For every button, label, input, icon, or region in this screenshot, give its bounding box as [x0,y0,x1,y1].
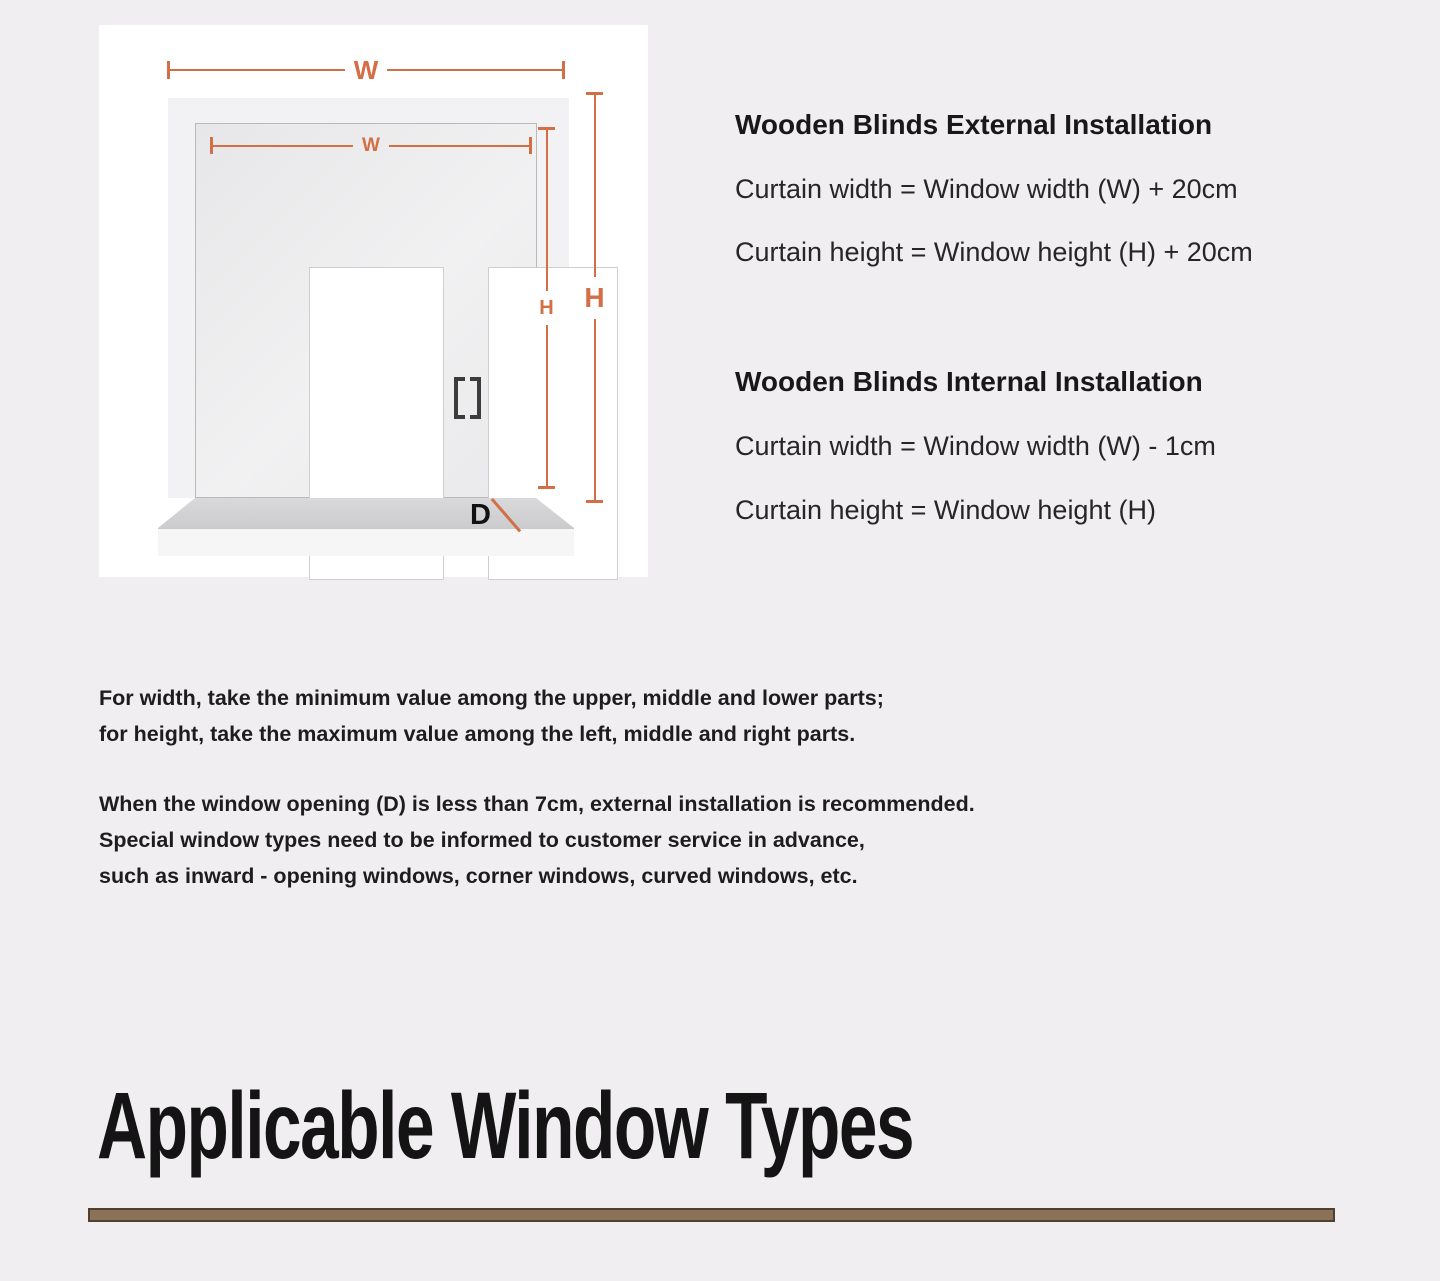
section-heading: Applicable Window Types [97,1073,914,1179]
dim-tick [586,500,603,503]
dimension-line-width-inner [210,137,532,154]
height-inner-label: H [539,297,554,319]
measurement-note [99,680,1059,752]
dim-tick [538,486,555,489]
installation-warning-note [99,786,1059,894]
dimension-line-height-outer [586,92,603,503]
dim-segment [594,95,596,277]
internal-height-formula: Curtain height = Window height (H) [735,495,1156,525]
width-outer-label: W [353,55,379,85]
width-inner-label: W [362,135,380,156]
external-width-formula: Curtain width = Window width (W) + 20cm [735,174,1238,204]
depth-label: D [470,499,491,531]
dim-segment [594,319,596,501]
dim-segment [170,69,345,71]
handle-left-bracket [454,377,465,419]
height-outer-label: H [584,281,605,313]
dimension-line-height-inner [538,127,555,489]
warning-note-line: Special window types need to be informed to customer service in advance, [99,828,865,852]
measurement-note-line: for height, take the maximum value among the left, middle and right parts. [99,722,856,746]
dim-segment [389,145,529,147]
window-handle-icon [454,377,481,419]
window-frame [195,123,537,498]
dim-segment [213,145,353,147]
dim-segment [387,69,562,71]
measurement-note-line: For width, take the minimum value among the upper, middle and lower parts; [99,686,884,710]
external-installation-title: Wooden Blinds External Installation [735,109,1213,140]
warning-note-line: When the window opening (D) is less than 7cm, external installation is recommended. [99,792,975,816]
window-diagram-card [99,25,648,577]
warning-note-line: such as inward - opening windows, corner windows, curved windows, etc. [99,864,858,888]
dim-segment [546,325,548,486]
dim-tick [562,61,565,79]
handle-right-bracket [470,377,481,419]
window-sill-front [158,528,574,556]
section-divider-bar [88,1208,1335,1222]
external-height-formula: Curtain height = Window height (H) + 20cm [735,237,1253,267]
dim-segment [546,130,548,291]
dimension-line-width-outer [167,55,565,85]
internal-width-formula: Curtain width = Window width (W) - 1cm [735,431,1216,461]
internal-installation-title: Wooden Blinds Internal Installation [735,366,1203,397]
window-sill-top [148,498,574,531]
dim-tick [529,137,532,154]
